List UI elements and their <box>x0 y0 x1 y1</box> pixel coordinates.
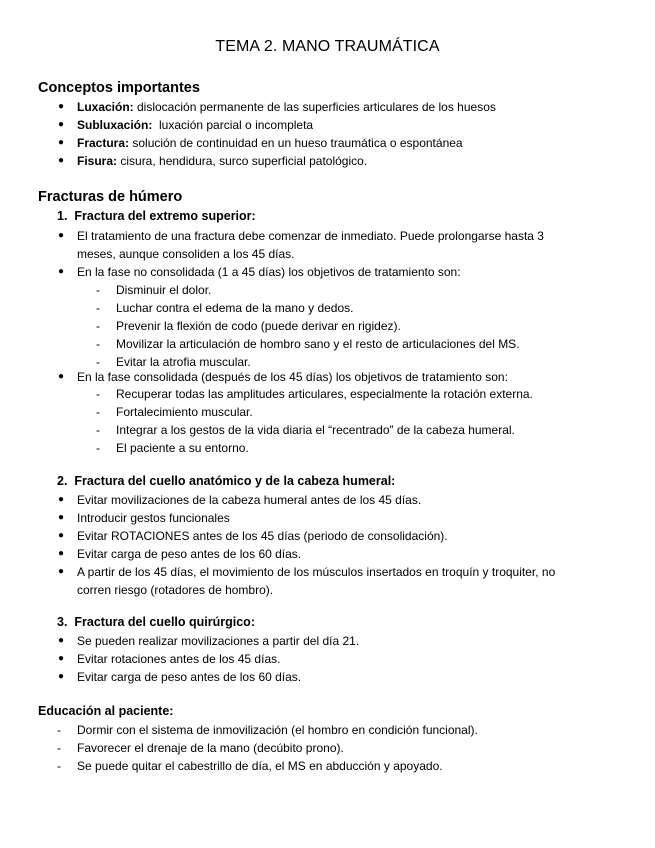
list-item: ● Se pueden realizar movilizaciones a partir del día 21. <box>58 634 360 648</box>
bullet-icon: ● <box>58 548 65 559</box>
bullet-icon: ● <box>58 512 65 523</box>
list-item: ● En la fase consolidada (después de los 45 días) los objetivos de tratamiento son: <box>58 370 508 384</box>
bullet-icon: ● <box>58 101 65 112</box>
list-item: ● El tratamiento de una fractura debe comenzar de inmediato. Puede prolongarse hasta 3 <box>58 229 544 243</box>
bullet-icon: ● <box>58 119 65 130</box>
list-item: ● Evitar carga de peso antes de los 60 días. <box>58 670 302 684</box>
heading-fracturas: Fracturas de húmero <box>38 189 183 205</box>
sub-list-item: - Movilizar la articulación de hombro sano y el resto de articulaciones del MS. <box>96 337 520 351</box>
educacion-list <box>57 721 478 775</box>
list-item: ● Fractura: solución de continuidad en un hueso traumática o espontánea <box>58 136 463 150</box>
bullet-icon: ● <box>58 671 65 682</box>
list-item: ● Evitar carga de peso antes de los 60 días. <box>58 547 302 561</box>
sub-list-item: - El paciente a su entorno. <box>96 441 249 455</box>
sub-list-item: - Evitar la atrofia muscular. <box>96 355 251 369</box>
bullet-icon: ● <box>58 371 65 382</box>
list-item: ● Evitar movilizaciones de la cabeza humeral antes de los 45 días. <box>58 493 422 507</box>
list-item: ● Subluxación: luxación parcial o incompleta <box>58 118 314 132</box>
bullet-icon: ● <box>58 494 65 505</box>
section-2-title: 2. Fractura del cuello anatómico y de la cabeza humeral: <box>57 474 396 488</box>
list-item: corren riesgo (rotadores de hombro). <box>77 583 274 597</box>
section-1-list-b <box>58 368 508 386</box>
bullet-icon: ● <box>58 155 65 166</box>
bullet-icon: ● <box>58 137 65 148</box>
bullet-icon: ● <box>58 653 65 664</box>
heading-conceptos: Conceptos importantes <box>38 80 200 96</box>
list-item: ● Fisura: cisura, hendidura, surco superficial patológico. <box>58 154 368 168</box>
sub-list-item: - Integrar a los gestos de la vida diaria el “recentrado” de la cabeza humeral. <box>96 423 515 437</box>
list-item: ● Evitar rotaciones antes de los 45 días. <box>58 652 281 666</box>
sub-list-item: - Luchar contra el edema de la mano y dedos. <box>96 301 354 315</box>
list-item: ● Evitar ROTACIONES antes de los 45 días (periodo de consolidación). <box>58 529 448 543</box>
bullet-icon: ● <box>58 230 65 241</box>
section-2-list <box>58 491 556 599</box>
list-item: ● A partir de los 45 días, el movimiento de los músculos insertados en troquín y troquiter, no <box>58 565 556 579</box>
sub-list-item: - Prevenir la flexión de codo (puede derivar en rigidez). <box>96 319 401 333</box>
bullet-icon: ● <box>58 530 65 541</box>
sub-list-item: - Fortalecimiento muscular. <box>96 405 253 419</box>
section-3-list <box>58 632 360 686</box>
list-item: ● Introducir gestos funcionales <box>58 511 230 525</box>
section-1-title: 1. Fractura del extremo superior: <box>57 209 256 223</box>
section-1-sublist-b <box>96 385 533 457</box>
section-1-list <box>58 227 544 281</box>
bullet-icon: ● <box>58 635 65 646</box>
bullet-icon: ● <box>58 266 65 277</box>
list-item: - Se puede quitar el cabestrillo de día, el MS en abducción y apoyado. <box>57 759 443 773</box>
conceptos-list <box>58 98 496 170</box>
section-1-sublist-a <box>96 281 520 371</box>
list-item: meses, aunque consoliden a los 45 días. <box>77 247 295 261</box>
list-item: - Favorecer el drenaje de la mano (decúbito prono). <box>57 741 344 755</box>
heading-educacion: Educación al paciente: <box>38 704 174 718</box>
list-item: ● Luxación: dislocación permanente de las superficies articulares de los huesos <box>58 100 496 114</box>
section-3-title: 3. Fractura del cuello quirúrgico: <box>57 615 255 629</box>
list-item: ● En la fase no consolidada (1 a 45 días) los objetivos de tratamiento son: <box>58 265 461 279</box>
bullet-icon: ● <box>58 566 65 577</box>
document-title: TEMA 2. MANO TRAUMÁTICA <box>215 38 440 55</box>
sub-list-item: - Recuperar todas las amplitudes articulares, especialmente la rotación externa. <box>96 387 533 401</box>
sub-list-item: - Disminuir el dolor. <box>96 283 212 297</box>
list-item: - Dormir con el sistema de inmovilización (el hombro en condición funcional). <box>57 723 478 737</box>
